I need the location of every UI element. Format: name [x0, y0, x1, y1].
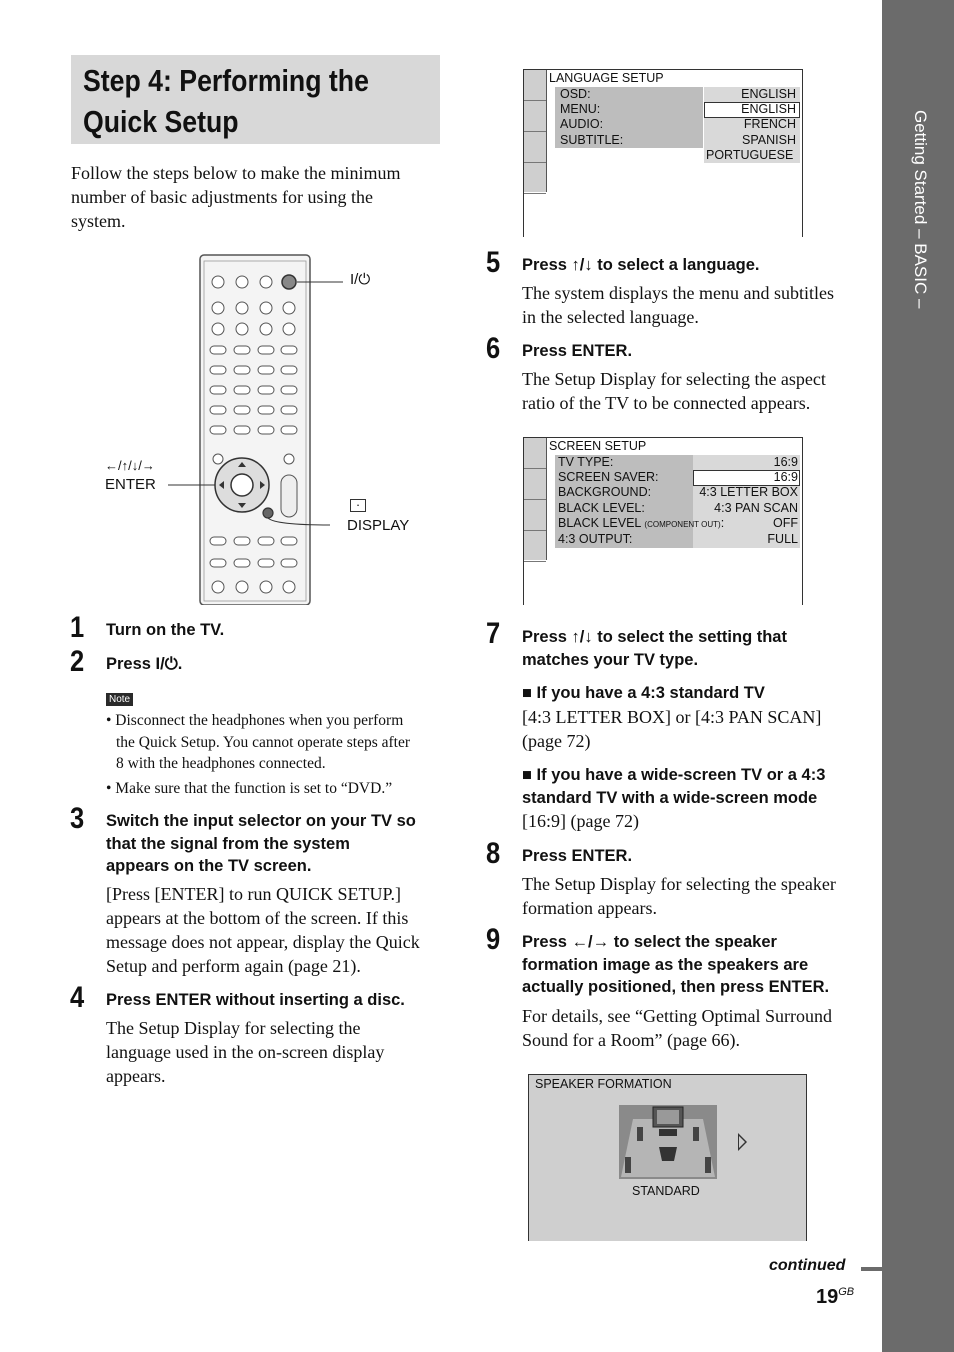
remote-button: [281, 559, 297, 567]
language-setup-title: LANGUAGE SETUP: [549, 71, 664, 85]
speaker-room-icon: [619, 1105, 717, 1179]
step-3-body: [Press [ENTER] to run QUICK SETUP.] appears at the bottom of the screen. If this message does not appear, display the Quick Setup and perform again (page 21).: [106, 884, 420, 976]
remote-button: [281, 386, 297, 394]
remote-button: [283, 323, 295, 335]
step-4-body: The Setup Display for selecting the language used in the on-screen display appears.: [106, 1018, 385, 1086]
remote-button: [210, 386, 226, 394]
language-option-portuguese: PORTUGUESE: [706, 148, 794, 162]
step-2-heading: Press I/⏻.: [106, 655, 183, 673]
step-7-number: 7: [486, 617, 501, 650]
remote-button: [281, 346, 297, 354]
step-6-number: 6: [486, 332, 501, 365]
continued-bar: [861, 1267, 882, 1271]
remote-button: [281, 426, 297, 434]
page-title: Step 4: Performing the Quick Setup: [83, 63, 369, 139]
arrows-label: ←/↑/↓/→: [105, 458, 155, 473]
remote-button: [284, 454, 294, 464]
step-1-heading: Turn on the TV.: [106, 621, 225, 639]
speaker-formation-title: SPEAKER FORMATION: [535, 1077, 672, 1091]
step-5-number: 5: [486, 246, 501, 279]
intro-text: Follow the steps below to make the minimum number of basic adjustments for using the system.: [71, 163, 401, 231]
remote-button: [260, 581, 272, 593]
remote-button: [234, 537, 250, 545]
remote-button: [236, 323, 248, 335]
remote-button: [281, 406, 297, 414]
remote-button: [210, 426, 226, 434]
remote-button: [258, 406, 274, 414]
remote-button: [258, 346, 274, 354]
step-7-sub1-heading: ■ If you have a 4:3 standard TV: [522, 684, 765, 702]
step-8-number: 8: [486, 837, 501, 870]
step-8-body: The Setup Display for selecting the speaker formation appears.: [522, 874, 836, 918]
remote-button: [213, 454, 223, 464]
continued-label: continued: [769, 1257, 846, 1274]
step-7-sub2-body: [16:9] (page 72): [522, 811, 639, 831]
step-7-sub2-heading: ■ If you have a wide-screen TV or a 4:3 standard TV with a wide-screen mode: [522, 766, 826, 807]
step-5-heading: Press ↑/↓ to select a language.: [522, 256, 760, 274]
step-9-body: For details, see “Getting Optimal Surround Sound for a Room” (page 66).: [522, 1006, 832, 1050]
remote-button: [258, 537, 274, 545]
remote-button: [258, 386, 274, 394]
remote-button: [212, 323, 224, 335]
remote-button: [210, 537, 226, 545]
remote-button: [210, 406, 226, 414]
page-number: $19^{GB}$: [816, 1286, 855, 1308]
remote-button: [236, 581, 248, 593]
power-label: I/⏻: [350, 271, 371, 288]
step-1-number: 1: [70, 611, 85, 644]
remote-button: [234, 346, 250, 354]
remote-button: [210, 366, 226, 374]
remote-button: [210, 346, 226, 354]
remote-button: [234, 559, 250, 567]
side-tab-text: Getting Started – BASIC –: [911, 110, 930, 309]
speaker-formation-caption: STANDARD: [632, 1184, 700, 1198]
remote-button: [210, 559, 226, 567]
remote-button: [260, 276, 272, 288]
screen-setup-rows: TV TYPE: 16:9 SCREEN SAVER: 16:9 BACKGROUND: 4:3 LETTER BOX BLACK LEVEL: 4:3 PAN SCAN BLACK LEVEL (COMPONENT OUT): OFF 4:3 OUTPUT: FULL: [558, 455, 798, 547]
step-7-heading: Press ↑/↓ to select the setting that matches your TV type.: [522, 628, 787, 669]
screen-setup-screen: [523, 437, 803, 605]
remote-button: [236, 302, 248, 314]
step-7-sub1-body: [4:3 LETTER BOX] or [4:3 PAN SCAN] (page 72): [522, 707, 822, 751]
step-6-heading: Press ENTER.: [522, 342, 633, 360]
step-3-number: 3: [70, 802, 85, 835]
power-button-icon: [282, 275, 296, 289]
remote-button: [234, 366, 250, 374]
remote-button: [281, 366, 297, 374]
remote-button: [260, 302, 272, 314]
remote-button: [283, 581, 295, 593]
display-icon: ·: [350, 499, 366, 512]
remote-illustration: [100, 253, 430, 605]
display-label: DISPLAY: [347, 517, 410, 534]
note-badge: Note: [106, 693, 133, 706]
remote-button: [234, 406, 250, 414]
remote-button: [212, 581, 224, 593]
remote-button: [281, 537, 297, 545]
remote-button: [283, 302, 295, 314]
step-9-heading: Press ←/→ to select the speaker formation image as the speakers are actually positioned, then press ENTER.: [522, 933, 830, 996]
language-setup-screen: [523, 69, 803, 237]
note-text: • Disconnect the headphones when you perform the Quick Setup. You cannot operate steps after 8 with the headphones connected. • Make sure that the function is set to “DVD.”: [106, 712, 411, 797]
remote-button: [212, 302, 224, 314]
remote-button: [234, 386, 250, 394]
enter-label: ENTER: [105, 476, 156, 493]
step-4-number: 4: [70, 981, 85, 1014]
step-6-body: The Setup Display for selecting the aspect ratio of the TV to be connected appears.: [522, 369, 826, 413]
language-setup-rows: OSD: ENGLISH MENU: ENGLISH AUDIO: FRENCH SUBTITLE: SPANISH: [560, 87, 796, 147]
step-2-number: 2: [70, 645, 85, 678]
remote-button: [258, 426, 274, 434]
display-button-icon: [263, 508, 273, 518]
step-5-body: The system displays the menu and subtitles in the selected language.: [522, 283, 834, 327]
remote-button: [234, 426, 250, 434]
screen-setup-title: SCREEN SETUP: [549, 439, 647, 453]
step-8-heading: Press ENTER.: [522, 847, 633, 865]
step-9-number: 9: [486, 923, 501, 956]
step-4-heading: Press ENTER without inserting a disc.: [106, 991, 405, 1009]
remote-button: [260, 323, 272, 335]
remote-button: [212, 276, 224, 288]
remote-button: [258, 366, 274, 374]
step-3-heading: Switch the input selector on your TV so that the signal from the system appears on the TV screen.: [106, 812, 416, 875]
remote-button: [258, 559, 274, 567]
remote-button: [236, 276, 248, 288]
speaker-formation-screen: [528, 1074, 807, 1241]
